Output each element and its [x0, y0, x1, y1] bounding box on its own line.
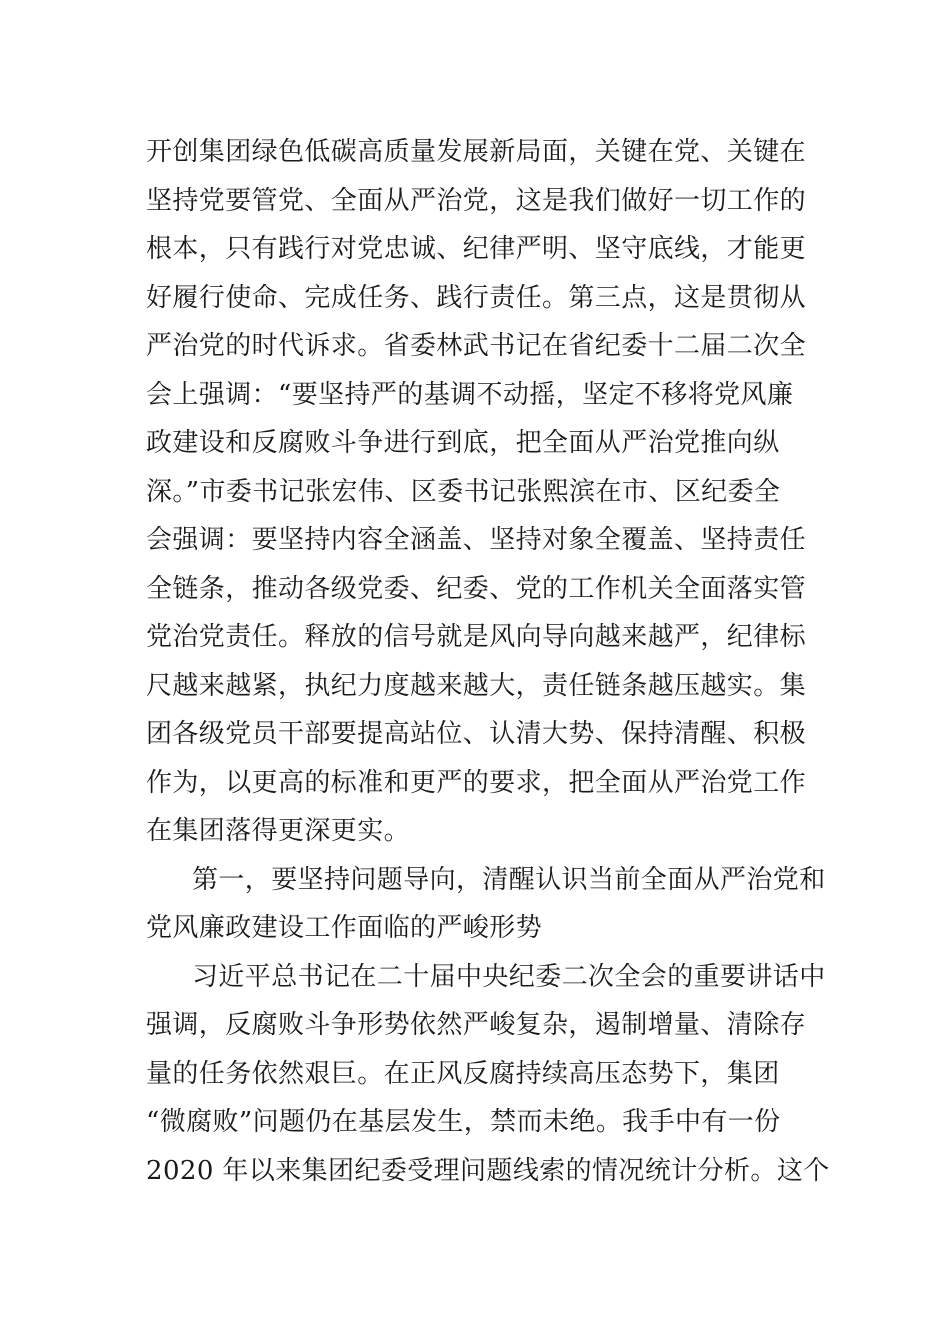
text-line: 全链条，推动各级党委、纪委、党的工作机关全面落实管 — [146, 573, 807, 604]
text-line: 作为，以更高的标准和更严的要求，把全面从严治党工作 — [146, 767, 807, 798]
text-line: 在集团落得更深更实。 — [146, 816, 411, 846]
text-line: 尺越来越紧，执纪力度越来越大，责任链条越压越实。集 — [146, 670, 807, 701]
text-line: 团各级党员干部要提高站位、认清大势、保持清醒、积极 — [146, 719, 807, 749]
text-line: 根本，只有践行对党忠诚、纪律严明、坚守底线，才能更 — [146, 234, 807, 264]
text-line: 严治党的时代诉求。省委林武书记在省纪委十二届二次全 — [146, 331, 807, 361]
text-line: “微腐败”问题仍在基层发生，禁而未绝。我手中有一份 — [146, 1107, 781, 1137]
text-line: 党治党责任。释放的信号就是风向导向越来越严，纪律标 — [146, 622, 807, 652]
section-heading-line: 第一，要坚持问题导向，清醒认识当前全面从严治党和 — [192, 864, 826, 895]
text-line: 2020 年以来集团纪委受理问题线索的情况统计分析。这个 — [146, 1155, 830, 1186]
text-line: 深。”市委书记张宏伟、区委书记张熙滨在市、区纪委全 — [146, 476, 781, 507]
text-line: 量的任务依然艰巨。在正风反腐持续高压态势下，集团 — [146, 1058, 780, 1089]
text-line: 习近平总书记在二十届中央纪委二次全会的重要讲话中 — [192, 961, 826, 992]
text-line: 坚持党要管党、全面从严治党，这是我们做好一切工作的 — [146, 185, 807, 216]
document-body — [146, 128, 830, 1195]
text-line: 好履行使命、完成任务、践行责任。第三点，这是贯彻从 — [146, 282, 807, 313]
section-heading-line: 党风廉政建设工作面临的严峻形势 — [146, 913, 543, 943]
text-line: 会上强调：“要坚持严的基调不动摇，坚定不移将党风廉 — [146, 379, 794, 410]
text-line: 开创集团绿色低碳高质量发展新局面，关键在党、关键在 — [146, 137, 807, 167]
text-line: 会强调：要坚持内容全涵盖、坚持对象全覆盖、坚持责任 — [146, 525, 807, 555]
text-line: 强调，反腐败斗争形势依然严峻复杂，遏制增量、清除存 — [146, 1010, 807, 1040]
text-line: 政建设和反腐败斗争进行到底，把全面从严治党推向纵 — [146, 428, 780, 458]
